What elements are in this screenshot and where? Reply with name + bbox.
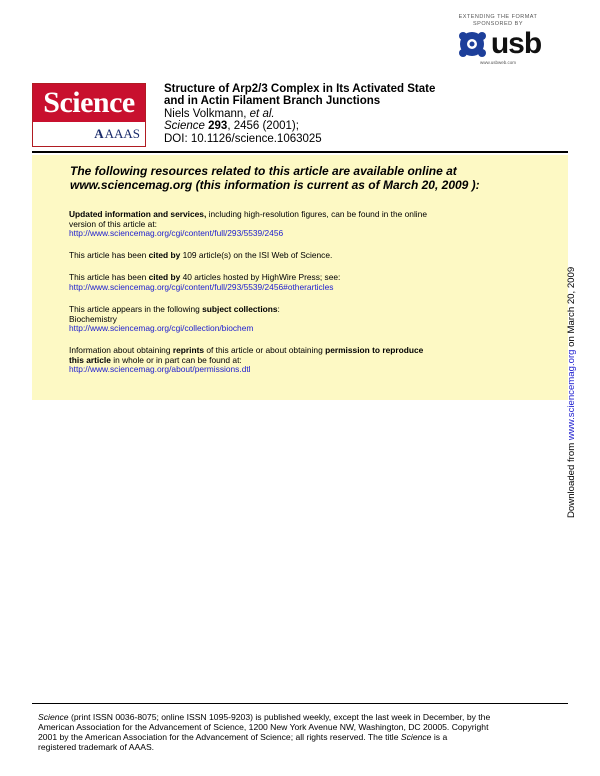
sponsor-logo [438,14,558,65]
permissions-link[interactable]: http://www.sciencemag.org/about/permissions.dtl [69,364,251,375]
science-wordmark: Science [33,84,145,122]
aaas-wordmark: AAAS [104,126,140,141]
cited-isi-block: This article has been cited by 109 article(s) on the ISI Web of Science. [69,250,333,260]
article-title-line-1: Structure of Arp2/3 Complex in Its Activated State [164,83,436,95]
aaas-mark-icon: A [94,126,104,141]
sponsor-url: www.usbweb.com [479,60,516,65]
copyright-footer: Science (print ISSN 0036-8075; online ISSN 1095-9203) is published weekly, except the last week in December, by the American Association for the Advancement of Science, 1200 New York Avenue NW, Washington, DC 20005. Copyright 2001 by the American Association for the Advancement of Science; all rights reserved. The title Science is a registered trademark of AAAS. [38,712,491,752]
reprints-block: Information about obtaining reprints of this article or about obtaining permission to reproduce this article in whole or in part can be found at: http://www.sciencemag.org/about/permissions.dtl [69,345,424,375]
download-side-note: Downloaded from www.sciencemag.org on March 20, 2009 [566,266,577,518]
sponsor-label: SPONSORED BY [472,20,523,27]
article-title-line-2: and in Actin Filament Branch Junctions [164,95,381,108]
usb-symbol-icon [455,29,489,59]
article-citation: Science 293, 2456 (2001); [164,120,299,133]
article-doi: DOI: 10.1126/science.1063025 [164,132,322,145]
cited-highwire-block: This article has been cited by 40 articles hosted by HighWire Press; see: http://www.sciencemag.org/cgi/content/full/293/5539/2456#otherarticles [69,272,341,292]
header-divider [32,151,568,153]
article-info [164,83,464,145]
updated-info-block: Updated information and services, including high-resolution figures, can be found in the online version of this article at: http://www.sciencemag.org/cgi/content/full/293/5539/2456 [69,209,427,239]
side-note-link[interactable]: www.sciencemag.org [566,349,577,441]
updated-info-link[interactable]: http://www.sciencemag.org/cgi/content/full/293/5539/2456 [69,228,284,239]
article-authors: Niels Volkmann, et al. [164,107,275,120]
science-logo [32,83,146,147]
sponsor-brand: usb [490,27,542,60]
other-articles-link[interactable]: http://www.sciencemag.org/cgi/content/full/293/5539/2456#otherarticles [69,281,334,292]
collection-link[interactable]: http://www.sciencemag.org/cgi/collection/biochem [69,323,254,334]
subject-collections-block: This article appears in the following subject collections: Biochemistry http://www.sciencemag.org/cgi/collection/biochem [69,304,280,334]
sponsor-tagline: EXTENDING THE FORMAT [458,14,538,20]
resources-heading: The following resources related to this article are available online at www.sciencemag.org (this information is current as of March 20, 2009 ): [70,164,480,192]
